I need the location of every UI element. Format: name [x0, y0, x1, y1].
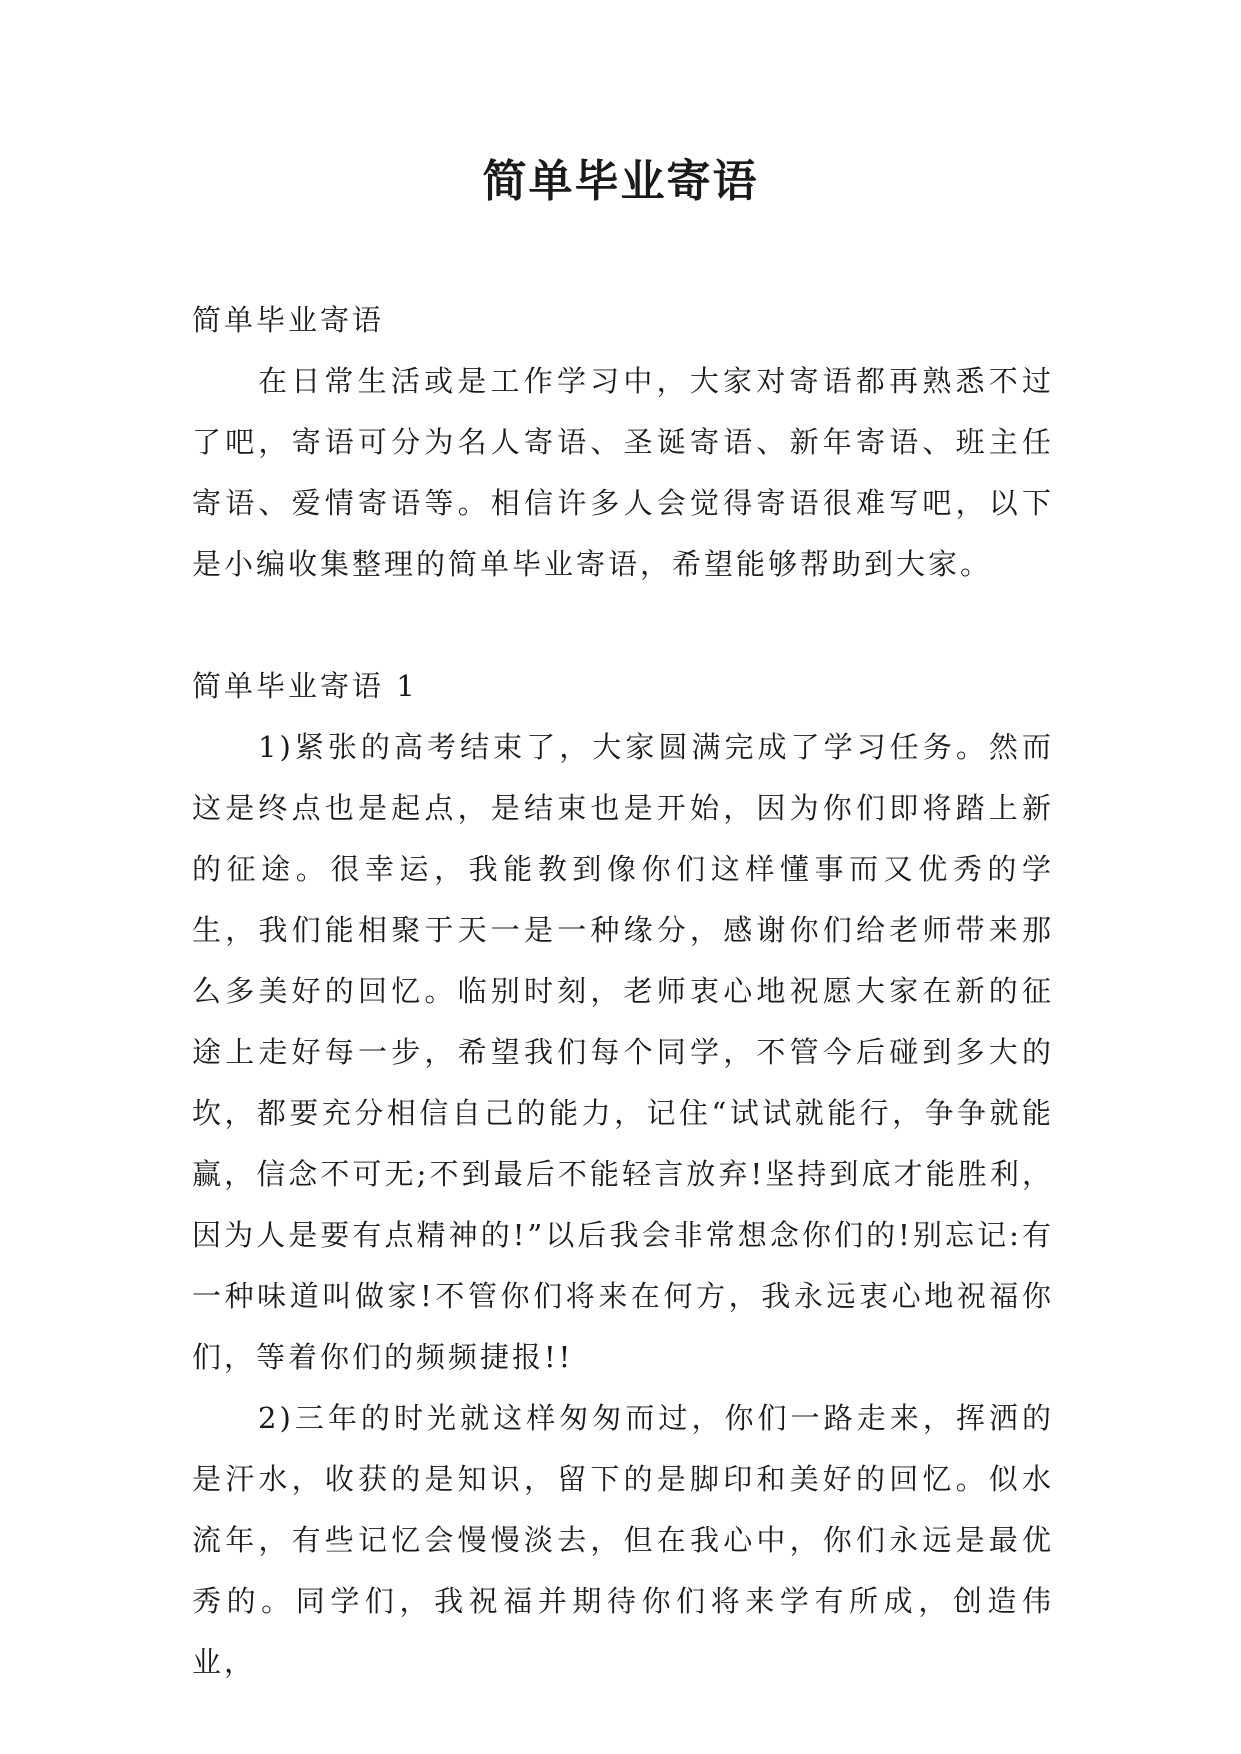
document-body [192, 290, 1054, 1693]
section-heading: 简单毕业寄语 1 [192, 669, 418, 703]
section-spacer [192, 595, 1054, 656]
wish-paragraph-1: 1)紧张的高考结束了，大家圆满完成了学习任务。然而这是终点也是起点，是结束也是开始，因为你们即将踏上新的征途。很幸运，我能教到像你们这样懂事而又优秀的学生，我们能相聚于天一是一种缘分，感谢你们给老师带来那么多美好的回忆。临别时刻，老师衷心地祝愿大家在新的征途上走好每一步，希望我们每个同学，不管今后碰到多大的坎，都要充分相信自己的能力，记住“试试就能行，争争就能赢，信念不可无;不到最后不能轻言放弃!坚持到底才能胜利，因为人是要有点精神的!”以后我会非常想念你们的!别忘记:有一种味道叫做家!不管你们将来在何方，我永远衷心地祝福你们，等着你们的频频捷报!! [192, 730, 1054, 1374]
wish-paragraph-2: 2)三年的时光就这样匆匆而过，你们一路走来，挥洒的是汗水，收获的是知识，留下的是脚印和美好的回忆。似水流年，有些记忆会慢慢淡去，但在我心中，你们永远是最优秀的。同学们，我祝福并期待你们将来学有所成，创造伟业， [192, 1401, 1054, 1679]
intro-paragraph: 在日常生活或是工作学习中，大家对寄语都再熟悉不过了吧，寄语可分为名人寄语、圣诞寄语、新年寄语、班主任寄语、爱情寄语等。相信许多人会觉得寄语很难写吧，以下是小编收集整理的简单毕业寄语，希望能够帮助到大家。 [192, 364, 1054, 581]
document-title: 简单毕业寄语 [482, 156, 759, 207]
intro-heading: 简单毕业寄语 [192, 303, 385, 337]
